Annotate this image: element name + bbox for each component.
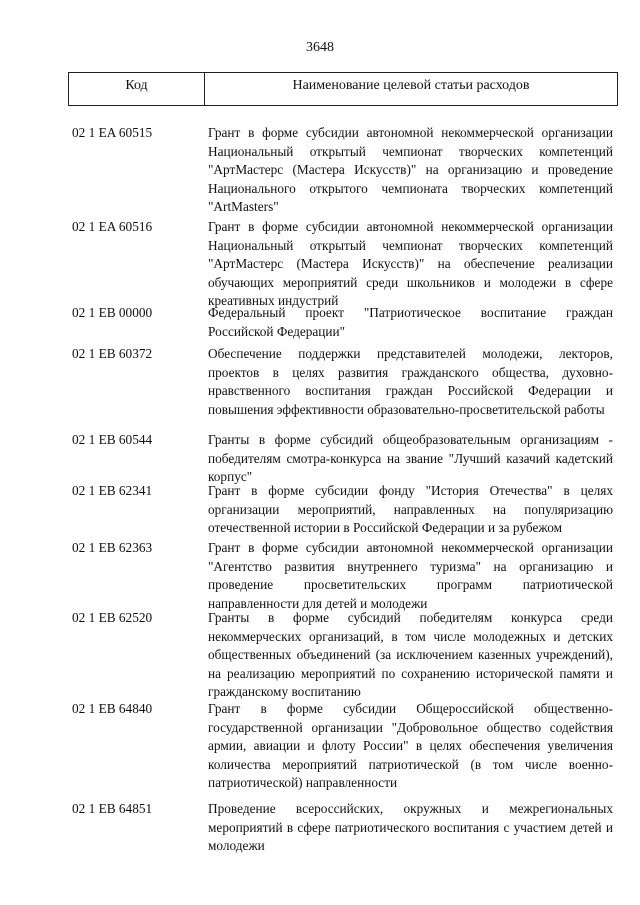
row-code: 02 1 EB 62520 (72, 610, 153, 625)
table-row (0, 431, 640, 485)
table-row (0, 609, 640, 700)
table-body (0, 124, 640, 860)
table-row (0, 539, 640, 609)
row-code: 02 1 EB 64851 (72, 801, 153, 816)
row-description: Гранты в форме субсидий победителям конкурса среди некоммерческих организаций, в том числе молодежных и детских общественных объединений (за исключением казенных учреждений), на реализацию мероприятий по сохранению исторической памяти и гражданскому воспитанию (208, 610, 613, 700)
row-description: Грант в форме субсидии Общероссийской общественно-государственной организации "Добровольное общество содействия армии, авиации и флоту России" в целях обеспечения увеличения количества мероприятий патриотической (в том числе военно-патриотической) направленности (208, 701, 613, 791)
row-description: Гранты в форме субсидий общеобразовательным организациям - победителям смотра-конкурса на звание "Лучший казачий кадетский корпус" (208, 432, 613, 485)
row-description: Грант в форме субсидии фонду "История Отечества" в целях организации мероприятий, направленных на популяризацию отечественной истории в Российской Федерации и за рубежом (208, 483, 613, 536)
row-description: Грант в форме субсидии автономной некоммерческой организации Национальный открытый чемпионат творческих компетенций "АртМастерс (Мастера Искусств)" на обеспечение реализации обучающих мероприятий среди школьников и молодежи в сфере креативных индустрий (208, 219, 613, 309)
table-row (0, 124, 640, 218)
row-code: 02 1 EB 60544 (72, 432, 153, 447)
row-description: Федеральный проект "Патриотическое воспитание граждан Российской Федерации" (208, 305, 613, 339)
header-name-column: Наименование целевой статьи расходов (292, 78, 530, 93)
row-code: 02 1 EB 60372 (72, 346, 153, 361)
table-row (0, 345, 640, 431)
row-description: Грант в форме субсидии автономной некоммерческой организации Национальный открытый чемпионат творческих компетенций "АртМастерс (Мастера Искусств)" на организацию и проведение Национального открытого чемпионата творческих компетенций "ArtMasters" (208, 125, 613, 215)
row-code: 02 1 EA 60516 (72, 219, 153, 234)
table-row (0, 304, 640, 345)
table-row (0, 218, 640, 309)
header-code-column: Код (69, 73, 205, 105)
row-code: 02 1 EB 62341 (72, 483, 153, 498)
table-row (0, 800, 640, 860)
row-description: Грант в форме субсидии автономной некоммерческой организации "Агентство развития внутреннего туризма" на организацию и проведение просветительских программ патриотической направленности для детей и молодежи (208, 540, 613, 611)
row-code: 02 1 EB 64840 (72, 701, 153, 716)
row-code: 02 1 EB 00000 (72, 305, 153, 320)
table-header (68, 72, 618, 106)
page-number: 3648 (306, 40, 334, 55)
row-description: Проведение всероссийских, окружных и межрегиональных мероприятий в сфере патриотического воспитания с участием детей и молодежи (208, 801, 613, 854)
row-description: Обеспечение поддержки представителей молодежи, лекторов, проектов в целях развития гражданского общества, духовно-нравственного воспитания граждан Российской Федерации и повышения эффективности образовательно-просветительской работы (208, 346, 613, 417)
row-code: 02 1 EA 60515 (72, 125, 153, 140)
table-row (0, 700, 640, 800)
row-code: 02 1 EB 62363 (72, 540, 153, 555)
table-row (0, 482, 640, 539)
